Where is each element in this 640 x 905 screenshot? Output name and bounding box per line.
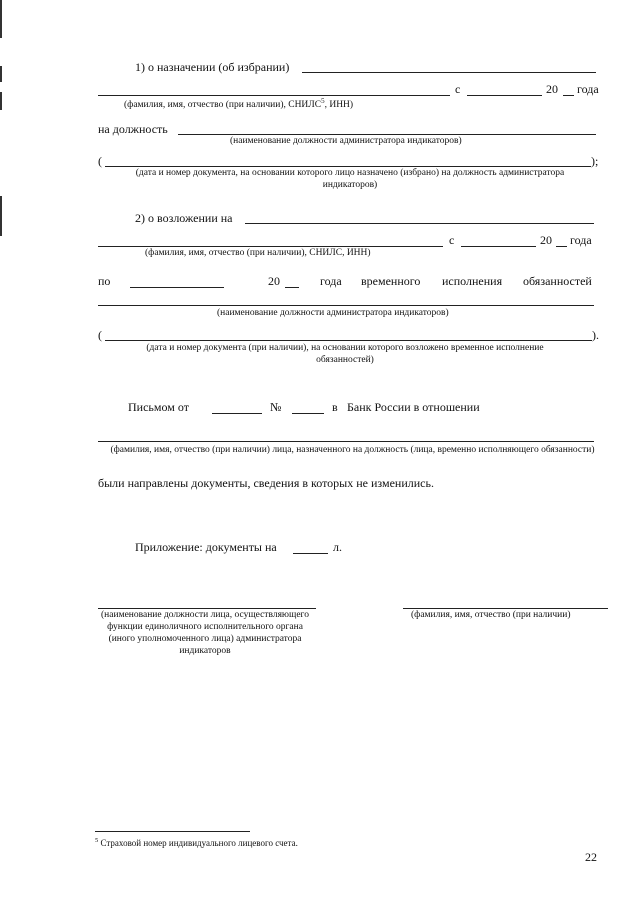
caption-position: (наименование должности администратора индикаторов)	[230, 136, 462, 146]
fio-line	[98, 246, 443, 247]
signature-caption-left: (наименование должности лица, осуществляющего функции единоличного исполнительного органа (иного уполномоченного лица) администратора индикаторов	[101, 610, 309, 656]
page-number: 22	[585, 850, 597, 864]
margin-mark	[0, 0, 2, 38]
caption-document: (дата и номер документа (при наличии), на основании которого возложено временное исполнение обязанностей)	[146, 343, 544, 365]
margin-mark	[0, 196, 2, 236]
date-line	[130, 287, 224, 288]
position-label: на должность	[98, 122, 168, 136]
year-line	[285, 287, 299, 288]
section2-heading: 2) о возложении на	[135, 211, 233, 225]
fill-line	[245, 223, 594, 224]
from-label: с	[449, 233, 455, 247]
margin-mark	[0, 66, 2, 82]
year-line	[556, 246, 567, 247]
fio-line	[98, 95, 450, 96]
section1-heading: 1) о назначении (об избрании)	[135, 60, 290, 74]
close-paren: );	[591, 154, 599, 168]
caption-document: (дата и номер документа, на основании которого лицо назначено (избрано) на должность администратора индикаторов)	[135, 168, 565, 190]
signature-line-right	[403, 608, 608, 609]
word-year: года	[320, 274, 342, 288]
signature-caption-right: (фамилия, имя, отчество (при наличии)	[411, 610, 571, 620]
open-paren: (	[98, 328, 102, 342]
letter-number-line	[292, 413, 324, 414]
letter-text: Банк России в отношении	[347, 400, 480, 414]
letter-caption: (фамилия, имя, отчество (при наличии) лица, назначенного на должность (лица, временно исполняющего обязанности)	[110, 445, 595, 455]
date-line	[467, 95, 542, 96]
year-prefix: 20	[268, 274, 280, 288]
caption-fio: (фамилия, имя, отчество (при наличии), СНИЛС$^5$, ИНН)	[124, 97, 354, 111]
letter-date-line	[212, 413, 262, 414]
document-line	[105, 340, 592, 341]
from-label: с	[455, 82, 461, 96]
open-paren: (	[98, 154, 102, 168]
word-execution: исполнения	[442, 274, 503, 288]
footnote: $^5$ Страховой номер индивидуального лицевого счета.	[95, 837, 298, 848]
attachment-count-line	[293, 553, 328, 554]
attachment-prefix: Приложение: документы на	[135, 540, 277, 554]
letter-result: были направлены документы, сведения в которых не изменились.	[98, 476, 434, 490]
attachment-suffix: л.	[333, 540, 342, 554]
word-duties: обязанностей	[523, 274, 592, 288]
year-line	[563, 95, 574, 96]
word-temporary: временного	[361, 274, 421, 288]
close-paren: ).	[592, 328, 599, 342]
letter-prefix: Письмом от	[128, 400, 189, 414]
until-label: по	[98, 274, 111, 288]
number-sign: №	[270, 400, 282, 414]
year-prefix: 20	[546, 82, 558, 96]
fio-line	[98, 441, 594, 442]
letter-preposition: в	[332, 400, 338, 414]
fill-line	[302, 72, 596, 73]
caption-fio: (фамилия, имя, отчество (при наличии), СНИЛС, ИНН)	[145, 248, 371, 258]
footnote-rule	[95, 831, 250, 832]
year-label: года	[577, 82, 599, 96]
caption-position: (наименование должности администратора индикаторов)	[217, 308, 449, 318]
position-line	[178, 134, 596, 135]
date-line	[461, 246, 536, 247]
margin-mark	[0, 92, 2, 110]
position-line	[98, 305, 594, 306]
year-label: года	[570, 233, 592, 247]
year-prefix: 20	[540, 233, 552, 247]
